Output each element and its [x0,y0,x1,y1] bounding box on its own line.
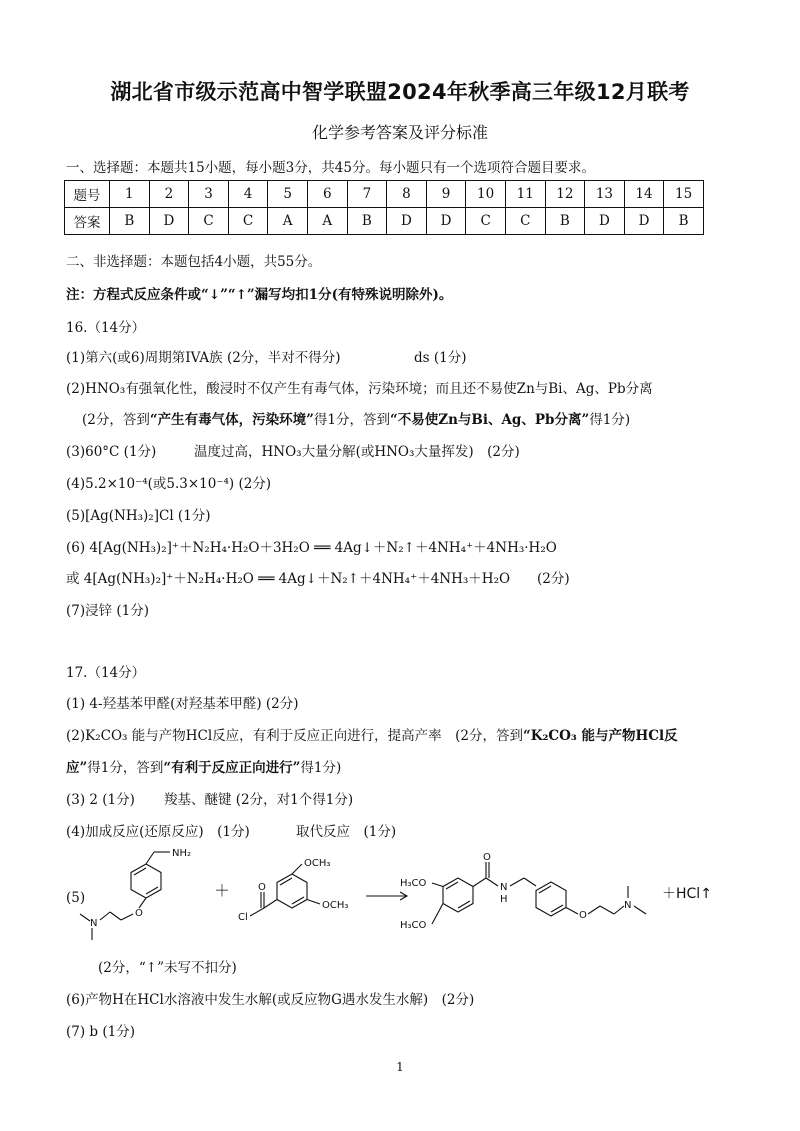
answer-text: (2)K₂CO₃ 能与产物HCl反应，有利于反应正向进行，提高产率 (2分，答到 [66,728,523,744]
product-amide [400,852,646,931]
q17-answer-1: (1) 4-羟基苯甲醛(对羟基苯甲醛) (2分) [66,696,299,712]
a-cell: C [505,208,545,235]
q16-answer-7: (7)浸锌 (1分) [66,603,150,619]
a-cell: C [466,208,506,235]
scoring-text: 得1分，答到 [313,412,390,428]
q16-answer-1b: ds (1分) [414,350,467,366]
scoring-note: 注：方程式反应条件或“↓”“↑”漏写均扣1分(有特殊说明除外)。 [66,287,453,303]
q-cell: 12 [545,181,585,208]
q17-answer-3b: 羧基、醚键 (2分，对1个得1分) [164,792,354,808]
scoring-key-2: “不易使Zn与Bi、Ag、Pb分离” [389,412,590,428]
amino-group-label: NH₂ [172,848,192,859]
scoring-key-1: “产生有毒气体，污染环境” [149,412,314,428]
q16-answer-5: (5)[Ag(NH₃)₂]Cl (1分) [66,508,211,524]
q17-answer-4a: (4)加成反应(还原反应) (1分) [66,824,250,840]
q16-answer-6-equation: (6) 4[Ag(NH₃)₂]⁺＋N₂H₄·H₂O＋3H₂O ══ 4Ag↓＋N₂↑＋4NH₄⁺＋4NH₃·H₂O [66,540,557,556]
q-cell: 6 [307,181,347,208]
q16-answer-1a: (1)第六(或6)周期第IVA族 (2分，半对不得分) [66,350,341,366]
reactant-acyl-chloride [238,858,348,923]
a-cell: B [110,208,150,235]
q-cell: 8 [387,181,427,208]
product-ether-oxygen-label: O [579,910,587,921]
a-cell: D [426,208,466,235]
q-cell: 4 [228,181,268,208]
methoxy-label-b: OCH₃ [322,900,349,911]
q-cell: 7 [347,181,387,208]
q16-answer-3b: 温度过高，HNO₃大量分解(或HNO₃大量挥发) (2分) [194,444,520,460]
scoring-key-2: “有利于反应正向进行” [163,760,301,776]
a-cell: B [664,208,704,235]
row-label-answer: 答案 [65,208,110,235]
scoring-text: (2分，答到 [82,412,150,428]
q-cell: 2 [149,181,189,208]
q17-answer-6: (6)产物H在HCl水溶液中发生水解(或反应物G遇水发生水解) (2分) [66,992,475,1008]
a-cell: A [268,208,308,235]
a-cell: D [149,208,189,235]
q-cell: 13 [585,181,625,208]
methoxy-label-d: H₃CO [400,920,427,931]
q16-answer-4: (4)5.2×10⁻⁴(或5.3×10⁻⁴) (2分) [66,476,272,492]
a-cell: C [189,208,229,235]
scoring-text: 得1分) [300,760,342,776]
scoring-key-1-end: 应” [66,760,88,776]
q17-answer-3a: (3) 2 (1分) [66,792,135,808]
product-amine-nitrogen-label: N [624,900,632,911]
q17-title: 17.（14分） [66,665,146,681]
methoxy-label-a: OCH₃ [304,858,331,869]
amide-nitrogen-label: N [500,882,508,893]
methoxy-label-c: H₃CO [400,878,427,889]
q-cell: 3 [189,181,229,208]
q17-answer-2-scoring [66,756,341,776]
ether-oxygen-label: O [135,908,143,919]
a-cell: B [347,208,387,235]
scoring-text: 得1分) [589,412,631,428]
reaction-arrow [366,892,407,900]
section2-heading: 二、非选择题：本题包括4小题，共55分。 [66,254,322,270]
reaction-scheme-drawing [66,842,746,952]
q17-answer-5-note: (2分，“↑”未写不扣分) [98,960,237,976]
a-cell: A [307,208,347,235]
q16-answer-2-scoring [82,408,630,428]
answer-table [64,180,704,235]
q16-answer-2: (2)HNO₃有强氧化性，酸浸时不仅产生有毒气体，污染环境；而且还不易使Zn与Bi、Ag、Pb分离 [66,381,653,397]
a-cell: D [387,208,427,235]
a-cell: B [545,208,585,235]
q16-answer-3a: (3)60°C (1分) [66,444,157,460]
q17-answer-7: (7) b (1分) [66,1024,135,1040]
q-cell: 5 [268,181,308,208]
amide-hydrogen-label: H [500,894,508,905]
row-label-question: 题号 [65,181,110,208]
q17-answer-5-label: (5) [66,890,86,906]
page-number: 1 [396,1060,404,1074]
question-number-row [65,181,704,208]
scoring-text: 得1分，答到 [87,760,164,776]
carbonyl-oxygen-label: O [258,882,266,893]
q16-title: 16.（14分） [66,320,146,336]
a-cell: D [585,208,625,235]
q-cell: 14 [624,181,664,208]
hcl-byproduct: ＋HCl↑ [662,886,712,902]
q17-answer-4b: 取代反应 (1分) [296,824,397,840]
q17-answer-2 [66,724,678,744]
reactant-amine [80,848,191,940]
q16-answer-6-alt-equation: 或 4[Ag(NH₃)₂]⁺＋N₂H₄·H₂O ══ 4Ag↓＋N₂↑＋4NH₄⁺＋4NH₃＋H₂O (2分) [66,571,570,587]
page-title: 湖北省市级示范高中智学联盟2024年秋季高三年级12月联考 [110,80,690,104]
q-cell: 1 [110,181,150,208]
a-cell: C [228,208,268,235]
scoring-key-1: “K₂CO₃ 能与产物HCl反 [523,728,678,744]
a-cell: D [624,208,664,235]
q-cell: 11 [505,181,545,208]
chlorine-label: Cl [238,912,248,923]
q-cell: 10 [466,181,506,208]
q-cell: 9 [426,181,466,208]
amine-nitrogen-label: N [90,918,98,929]
page-subtitle: 化学参考答案及评分标准 [311,123,488,142]
amide-oxygen-label: O [483,852,491,863]
answer-row [65,208,704,235]
reaction-scheme [66,842,746,952]
section1-heading: 一、选择题：本题共15小题，每小题3分，共45分。每小题只有一个选项符合题目要求。 [66,160,595,176]
plus-sign: ＋ [214,881,231,900]
q-cell: 15 [664,181,704,208]
